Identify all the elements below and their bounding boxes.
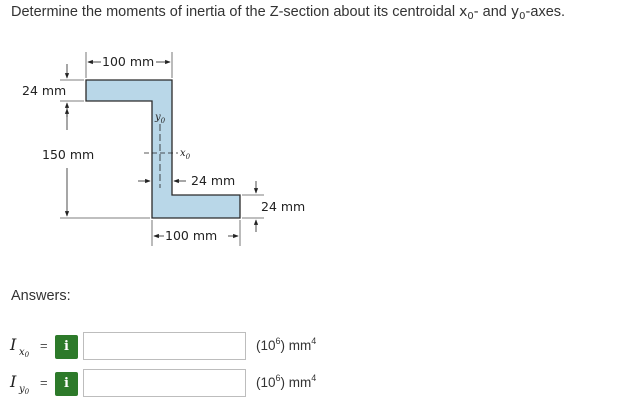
y0-variable: $y_0$ (510, 4, 526, 22)
dim-top-thickness: 24 mm (22, 83, 67, 98)
dim-height: 150 mm (42, 147, 95, 162)
dim-bottom-width: 100 mm (165, 228, 218, 243)
dim-web-thickness: 24 mm (191, 173, 236, 188)
dim-bottom-thickness: 24 mm (261, 199, 306, 214)
x0-variable: $x_0$ (459, 4, 474, 22)
equals-sign: = (40, 338, 48, 353)
info-icon[interactable]: i (55, 372, 78, 396)
z-section-shape (86, 80, 240, 218)
dim-top-width: 100 mm (102, 54, 155, 69)
ix0-unit: $(10^6)$ $mm^4$ (256, 336, 317, 353)
question-text (11, 2, 626, 22)
z-section-figure (0, 40, 340, 250)
iy0-answer-input[interactable] (83, 369, 246, 397)
equals-sign: = (40, 375, 48, 390)
answers-label: Answers: (11, 288, 71, 304)
iy0-unit: $(10^6)$ $mm^4$ (256, 373, 317, 390)
x0-axis-label: $x_0$ (180, 148, 191, 161)
iy0-symbol: I $y_0$ (10, 372, 30, 396)
info-icon[interactable]: i (55, 335, 78, 359)
y0-axis-label: $y_0$ (155, 112, 166, 125)
answer-row-iy0 (0, 368, 630, 400)
question-suffix: -axes. (525, 4, 566, 20)
question-middle: - and (473, 4, 511, 20)
answer-row-ix0 (0, 331, 630, 363)
question-prefix: Determine the moments of inertia of the Z-section about its centroidal (11, 4, 460, 20)
ix0-symbol: I $x_0$ (10, 335, 30, 359)
ix0-answer-input[interactable] (83, 332, 246, 360)
